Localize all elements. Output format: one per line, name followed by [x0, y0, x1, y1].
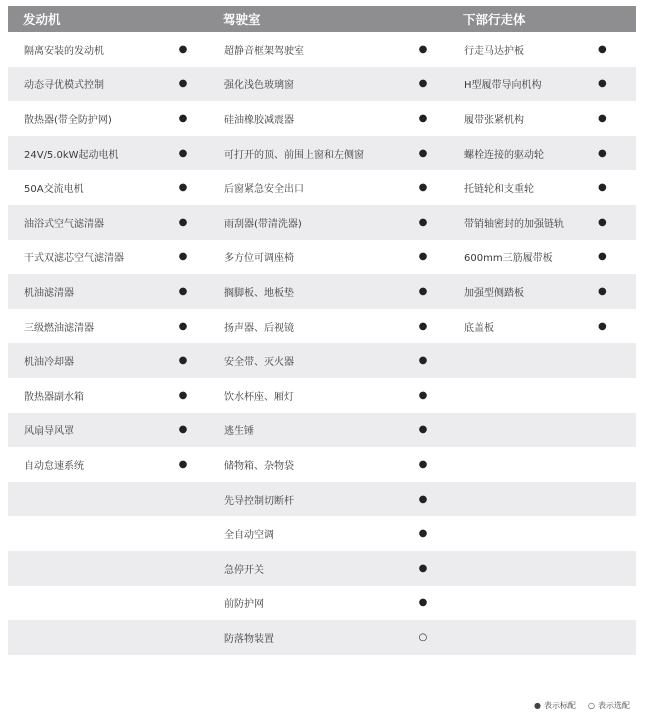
undercarriage-item: 螺栓连接的驱动轮 [448, 136, 598, 171]
engine-mark: ● [178, 182, 188, 194]
table-row [8, 482, 636, 517]
undercarriage-mark: ● [598, 320, 607, 332]
undercarriage-mark [598, 343, 636, 378]
undercarriage-mark: ● [598, 136, 636, 171]
table-row [8, 413, 636, 448]
undercarriage-item: 履带张紧机构 [464, 114, 525, 126]
cab-mark: ● [398, 343, 448, 378]
cab-item: 安全带、灭火器 [208, 343, 398, 378]
table-row [8, 447, 636, 482]
engine-item: 散热器(带全防护网) [24, 114, 112, 126]
undercarriage-mark [598, 482, 636, 517]
table-row [8, 205, 636, 240]
table-row [8, 586, 636, 621]
engine-item: 风扇导风罩 [8, 413, 158, 448]
undercarriage-mark: ● [598, 251, 607, 263]
undercarriage-mark: ● [598, 43, 607, 55]
header-engine: 发动机 [8, 6, 208, 32]
header-cab: 驾驶室 [208, 6, 448, 32]
cab-item: 扬声器、后视镜 [224, 322, 295, 334]
undercarriage-item [448, 413, 598, 448]
table-row [8, 378, 636, 413]
legend-optional [588, 700, 630, 711]
engine-mark: ● [178, 458, 188, 470]
engine-mark: ● [158, 136, 208, 171]
cab-item: 储物箱、杂物袋 [224, 460, 295, 472]
undercarriage-mark [598, 516, 636, 551]
undercarriage-item [448, 620, 598, 655]
table-row [8, 516, 636, 551]
optional-symbol-icon: ○ [588, 701, 595, 710]
undercarriage-mark: ● [598, 112, 607, 124]
undercarriage-item: 行走马达护板 [464, 45, 525, 57]
undercarriage-mark [598, 620, 636, 655]
cab-mark: ● [398, 205, 448, 240]
undercarriage-item [448, 378, 598, 413]
table-row [8, 101, 636, 136]
undercarriage-mark: ● [598, 67, 636, 102]
cab-item: 雨刮器(带清洗器) [208, 205, 398, 240]
engine-item: 油浴式空气滤清器 [8, 205, 158, 240]
engine-item: 机油滤清器 [8, 274, 158, 309]
table-row [8, 620, 636, 655]
cab-mark: ● [418, 389, 428, 401]
engine-mark: ● [178, 389, 188, 401]
cab-mark: ● [398, 136, 448, 171]
engine-mark: ● [158, 205, 208, 240]
cab-item: 先导控制切断杆 [208, 482, 398, 517]
cab-item: 急停开关 [208, 551, 398, 586]
cab-item: 硅油橡胶减震器 [224, 114, 295, 126]
equipment-table [8, 6, 636, 655]
engine-mark: ● [178, 112, 188, 124]
undercarriage-mark: ● [598, 182, 607, 194]
engine-item: 自动怠速系统 [24, 460, 84, 472]
undercarriage-item: 托链轮和支重轮 [464, 184, 535, 196]
undercarriage-mark [598, 551, 636, 586]
engine-item [8, 586, 158, 621]
legend-optional-label: 表示选配 [598, 701, 630, 710]
undercarriage-item [448, 586, 598, 621]
engine-item [8, 482, 158, 517]
table-row [8, 274, 636, 309]
cab-mark: ● [418, 597, 428, 609]
cab-mark: ● [398, 413, 448, 448]
cab-item: 逃生锤 [208, 413, 398, 448]
engine-item: 动态寻优模式控制 [8, 67, 158, 102]
engine-item: 干式双滤芯空气滤清器 [24, 253, 124, 265]
engine-mark: ● [158, 413, 208, 448]
cab-mark: ● [398, 274, 448, 309]
undercarriage-item: H型履带导向机构 [448, 67, 598, 102]
cab-item: 强化浅色玻璃窗 [208, 67, 398, 102]
engine-item: 机油冷却器 [8, 343, 158, 378]
table-row [8, 136, 636, 171]
undercarriage-mark [598, 413, 636, 448]
table-row [8, 67, 636, 102]
engine-mark: ● [158, 343, 208, 378]
cab-item: 搁脚板、地板垫 [208, 274, 398, 309]
undercarriage-item [448, 447, 598, 482]
engine-mark [158, 551, 208, 586]
engine-mark: ● [158, 274, 208, 309]
undercarriage-mark: ● [598, 274, 636, 309]
cab-mark: ○ [398, 620, 448, 655]
undercarriage-item [448, 516, 598, 551]
undercarriage-mark [598, 586, 636, 621]
engine-mark [158, 586, 208, 621]
undercarriage-mark: ● [598, 205, 636, 240]
undercarriage-item: 带销轴密封的加强链轨 [448, 205, 598, 240]
engine-mark [158, 516, 208, 551]
cab-mark: ● [418, 251, 428, 263]
cab-item: 后窗紧急安全出口 [224, 184, 305, 196]
cab-mark: ● [418, 43, 428, 55]
engine-item: 隔离安装的发动机 [24, 45, 104, 57]
cab-item: 全自动空调 [224, 530, 275, 542]
undercarriage-item [448, 343, 598, 378]
cab-mark: ● [398, 482, 448, 517]
engine-item: 50A交流电机 [24, 184, 84, 196]
legend [534, 700, 630, 711]
table-row [8, 551, 636, 586]
engine-mark: ● [158, 67, 208, 102]
engine-item [8, 620, 158, 655]
cab-mark: ● [398, 551, 448, 586]
undercarriage-item: 底盖板 [464, 322, 495, 334]
engine-mark: ● [178, 320, 188, 332]
cab-mark: ● [418, 112, 428, 124]
undercarriage-item: 加强型侧踏板 [448, 274, 598, 309]
cab-item: 可打开的顶、前围上窗和左侧窗 [208, 136, 398, 171]
header-undercarriage: 下部行走体 [448, 6, 636, 32]
engine-item: 24V/5.0kW起动电机 [8, 136, 158, 171]
engine-item [8, 516, 158, 551]
engine-item: 三级燃油滤清器 [24, 322, 94, 334]
undercarriage-item: 600mm三筋履带板 [464, 253, 553, 265]
legend-standard [534, 700, 576, 711]
cab-item: 前防护网 [224, 599, 265, 611]
undercarriage-item [448, 482, 598, 517]
cab-mark: ● [418, 182, 428, 194]
engine-mark: ● [178, 251, 188, 263]
engine-mark [158, 620, 208, 655]
header-row [8, 6, 636, 32]
engine-mark: ● [178, 43, 188, 55]
undercarriage-item [448, 551, 598, 586]
table-row [8, 32, 636, 67]
standard-symbol-icon: ● [534, 701, 542, 710]
engine-item: 散热器副水箱 [24, 391, 84, 403]
table-row [8, 170, 636, 205]
table-row [8, 343, 636, 378]
table-row [8, 240, 636, 275]
cab-mark: ● [398, 67, 448, 102]
cab-mark: ● [418, 320, 428, 332]
engine-mark [158, 482, 208, 517]
engine-item [8, 551, 158, 586]
cab-item: 超静音框架驾驶室 [224, 45, 305, 57]
legend-standard-label: 表示标配 [544, 701, 577, 710]
cab-item: 饮水杯座、厢灯 [224, 391, 295, 403]
undercarriage-mark [598, 378, 636, 413]
cab-item: 防落物装置 [208, 620, 398, 655]
cab-item: 多方位可调座椅 [224, 253, 295, 265]
table-row [8, 309, 636, 344]
cab-mark: ● [418, 458, 428, 470]
undercarriage-mark [598, 447, 636, 482]
cab-mark: ● [418, 528, 428, 540]
